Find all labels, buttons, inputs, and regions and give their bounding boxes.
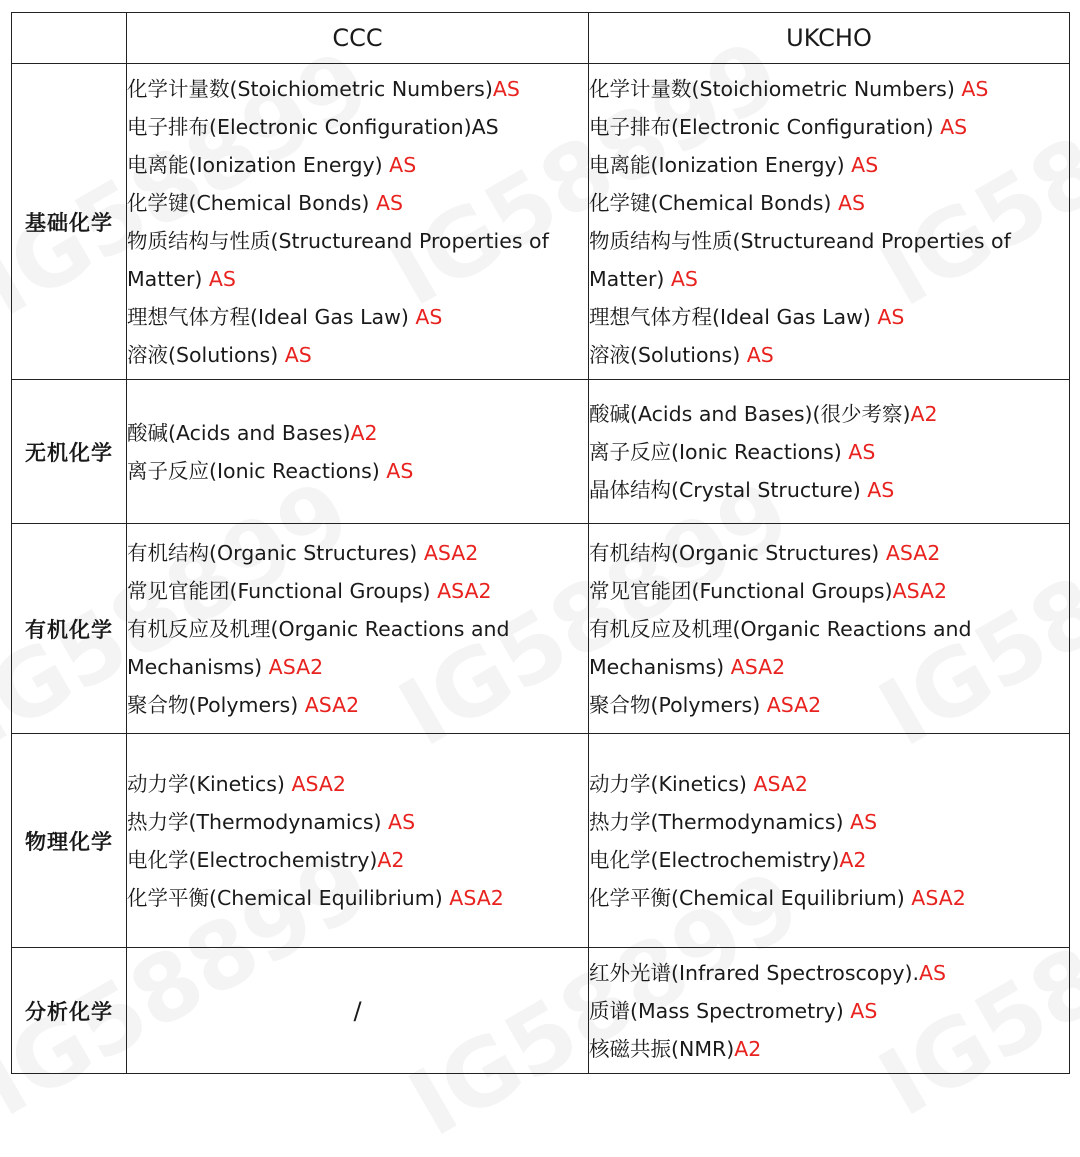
- topic-item: 电化学(Electrochemistry)A2: [127, 847, 405, 872]
- topic-item: 电子排布(Electronic Configuration) AS: [589, 114, 968, 139]
- ukcho-cell: [589, 64, 1070, 380]
- ccc-cell-empty: /: [127, 948, 589, 1074]
- table-row: [12, 64, 1070, 380]
- topic-item: 物质结构与性质(Structureand Properties of Matter) AS: [127, 228, 549, 291]
- table-row: [12, 948, 1070, 1074]
- topic-item: 热力学(Thermodynamics) AS: [589, 809, 878, 834]
- topic-item: 有机反应及机理(Organic Reactions and Mechanisms) ASA2: [127, 616, 510, 679]
- ccc-cell: [127, 64, 589, 380]
- topic-item: 核磁共振(NMR)A2: [589, 1036, 762, 1061]
- table-row: [12, 380, 1070, 524]
- topic-item: 化学平衡(Chemical Equilibrium) ASA2: [127, 885, 504, 910]
- topic-item: 电离能(Ionization Energy) AS: [127, 152, 417, 177]
- topic-item: 理想气体方程(Ideal Gas Law) AS: [127, 304, 443, 329]
- table-row: [12, 734, 1070, 948]
- header-ccc: CCC: [127, 13, 589, 64]
- category-label: 分析化学: [12, 948, 127, 1074]
- topic-item: 电化学(Electrochemistry)A2: [589, 847, 867, 872]
- topic-item: 电离能(Ionization Energy) AS: [589, 152, 879, 177]
- topic-item: 聚合物(Polymers) ASA2: [127, 692, 360, 717]
- topic-item: 离子反应(Ionic Reactions) AS: [127, 458, 414, 483]
- ukcho-cell: [589, 380, 1070, 524]
- topic-item: 化学键(Chemical Bonds) AS: [589, 190, 865, 215]
- topic-item: 酸碱(Acids and Bases)(很少考察)A2: [589, 401, 938, 426]
- topic-item: 有机结构(Organic Structures) ASA2: [127, 540, 479, 565]
- topic-item: 动力学(Kinetics) ASA2: [589, 771, 808, 796]
- category-label: 有机化学: [12, 524, 127, 734]
- topic-item: 电子排布(Electronic Configuration)AS: [127, 114, 499, 139]
- ukcho-cell: [589, 524, 1070, 734]
- ccc-cell: [127, 524, 589, 734]
- category-label: 基础化学: [12, 64, 127, 380]
- topic-item: 常见官能团(Functional Groups) ASA2: [127, 578, 492, 603]
- topic-item: 有机结构(Organic Structures) ASA2: [589, 540, 941, 565]
- topic-item: 红外光谱(Infrared Spectroscopy).AS: [589, 960, 947, 985]
- header-row: [12, 13, 1070, 64]
- topic-item: 常见官能团(Functional Groups)ASA2: [589, 578, 948, 603]
- ccc-cell: [127, 380, 589, 524]
- topic-item: 物质结构与性质(Structureand Properties of Matter) AS: [589, 228, 1011, 291]
- topic-item: 质谱(Mass Spectrometry) AS: [589, 998, 878, 1023]
- topic-item: 酸碱(Acids and Bases)A2: [127, 420, 378, 445]
- topic-item: 溶液(Solutions) AS: [589, 342, 774, 367]
- table-row: [12, 524, 1070, 734]
- topic-item: 化学计量数(Stoichiometric Numbers)AS: [127, 76, 520, 101]
- topic-item: 化学键(Chemical Bonds) AS: [127, 190, 403, 215]
- category-label: 物理化学: [12, 734, 127, 948]
- comparison-table: [11, 12, 1070, 1074]
- ukcho-cell: [589, 734, 1070, 948]
- header-blank-cell: [12, 13, 127, 64]
- topic-item: 溶液(Solutions) AS: [127, 342, 312, 367]
- header-ukcho: UKCHO: [589, 13, 1070, 64]
- topic-item: 晶体结构(Crystal Structure) AS: [589, 477, 895, 502]
- topic-item: 有机反应及机理(Organic Reactions and Mechanisms) ASA2: [589, 616, 972, 679]
- category-label: 无机化学: [12, 380, 127, 524]
- topic-item: 离子反应(Ionic Reactions) AS: [589, 439, 876, 464]
- topic-item: 热力学(Thermodynamics) AS: [127, 809, 416, 834]
- topic-item: 聚合物(Polymers) ASA2: [589, 692, 822, 717]
- topic-item: 理想气体方程(Ideal Gas Law) AS: [589, 304, 905, 329]
- ukcho-cell: [589, 948, 1070, 1074]
- topic-item: 化学平衡(Chemical Equilibrium) ASA2: [589, 885, 966, 910]
- ccc-cell: [127, 734, 589, 948]
- topic-item: 化学计量数(Stoichiometric Numbers) AS: [589, 76, 989, 101]
- topic-item: 动力学(Kinetics) ASA2: [127, 771, 346, 796]
